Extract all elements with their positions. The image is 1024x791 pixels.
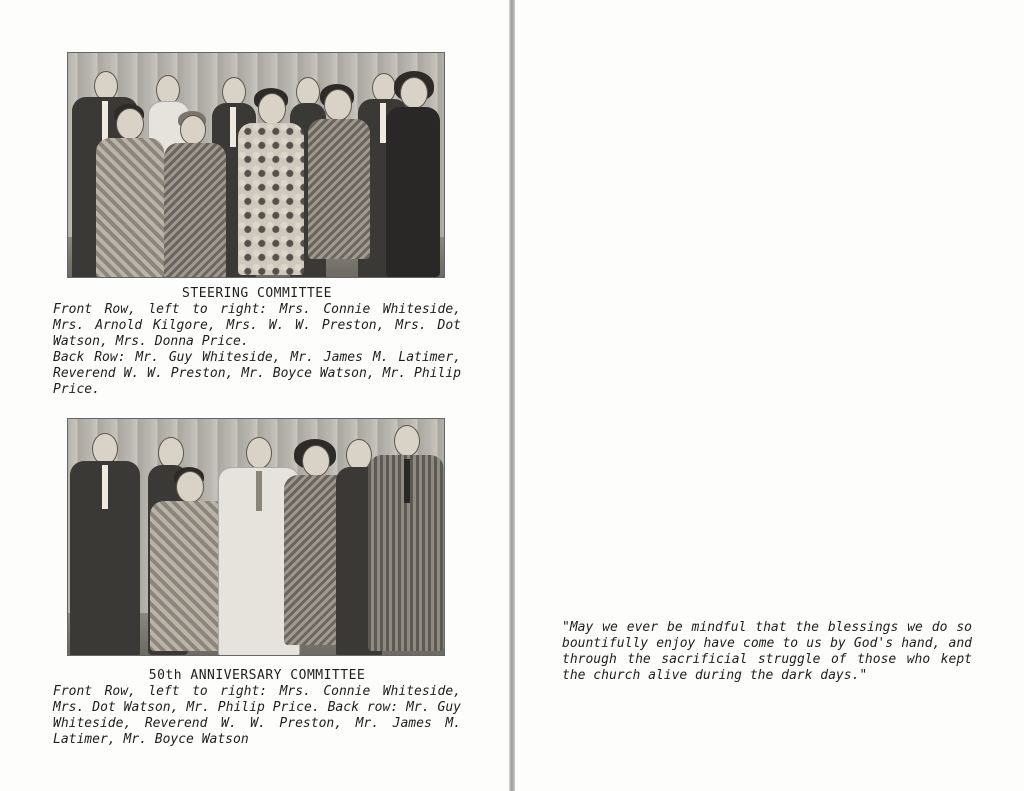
anniversary-committee-title: 50th ANNIVERSARY COMMITTEE [148,668,366,683]
steering-committee-title: STEERING COMMITTEE [182,286,332,301]
steering-committee-photo [67,52,445,278]
steering-back-row: Back Row: Mr. Guy Whiteside, Mr. James M. Latimer, Reverend W. W. Preston, Mr. Boyce Watson, Mr. Philip Price. [53,350,461,397]
steering-committee-caption [53,286,461,398]
steering-front-row: Front Row, left to right: Mrs. Connie Whiteside, Mrs. Arnold Kilgore, Mrs. W. W. Preston, Mrs. Dot Watson, Mrs. Donna Price. [53,302,461,349]
anniversary-committee-caption [53,668,461,748]
book-spine [509,0,515,791]
anniversary-committee-text: Front Row, left to right: Mrs. Connie Whiteside, Mrs. Dot Watson, Mr. Philip Price. Back row: Mr. Guy Whiteside, Reverend W. W. Preston, Mr. James M. Latimer, Mr. Boyce Watson [53,684,461,747]
anniversary-committee-photo [67,418,445,656]
blessings-quote: "May we ever be mindful that the blessings we do so bountifully enjoy have come to us by God's hand, and through the sacrificial struggle of those who kept the church alive during the dark days." [562,620,972,683]
